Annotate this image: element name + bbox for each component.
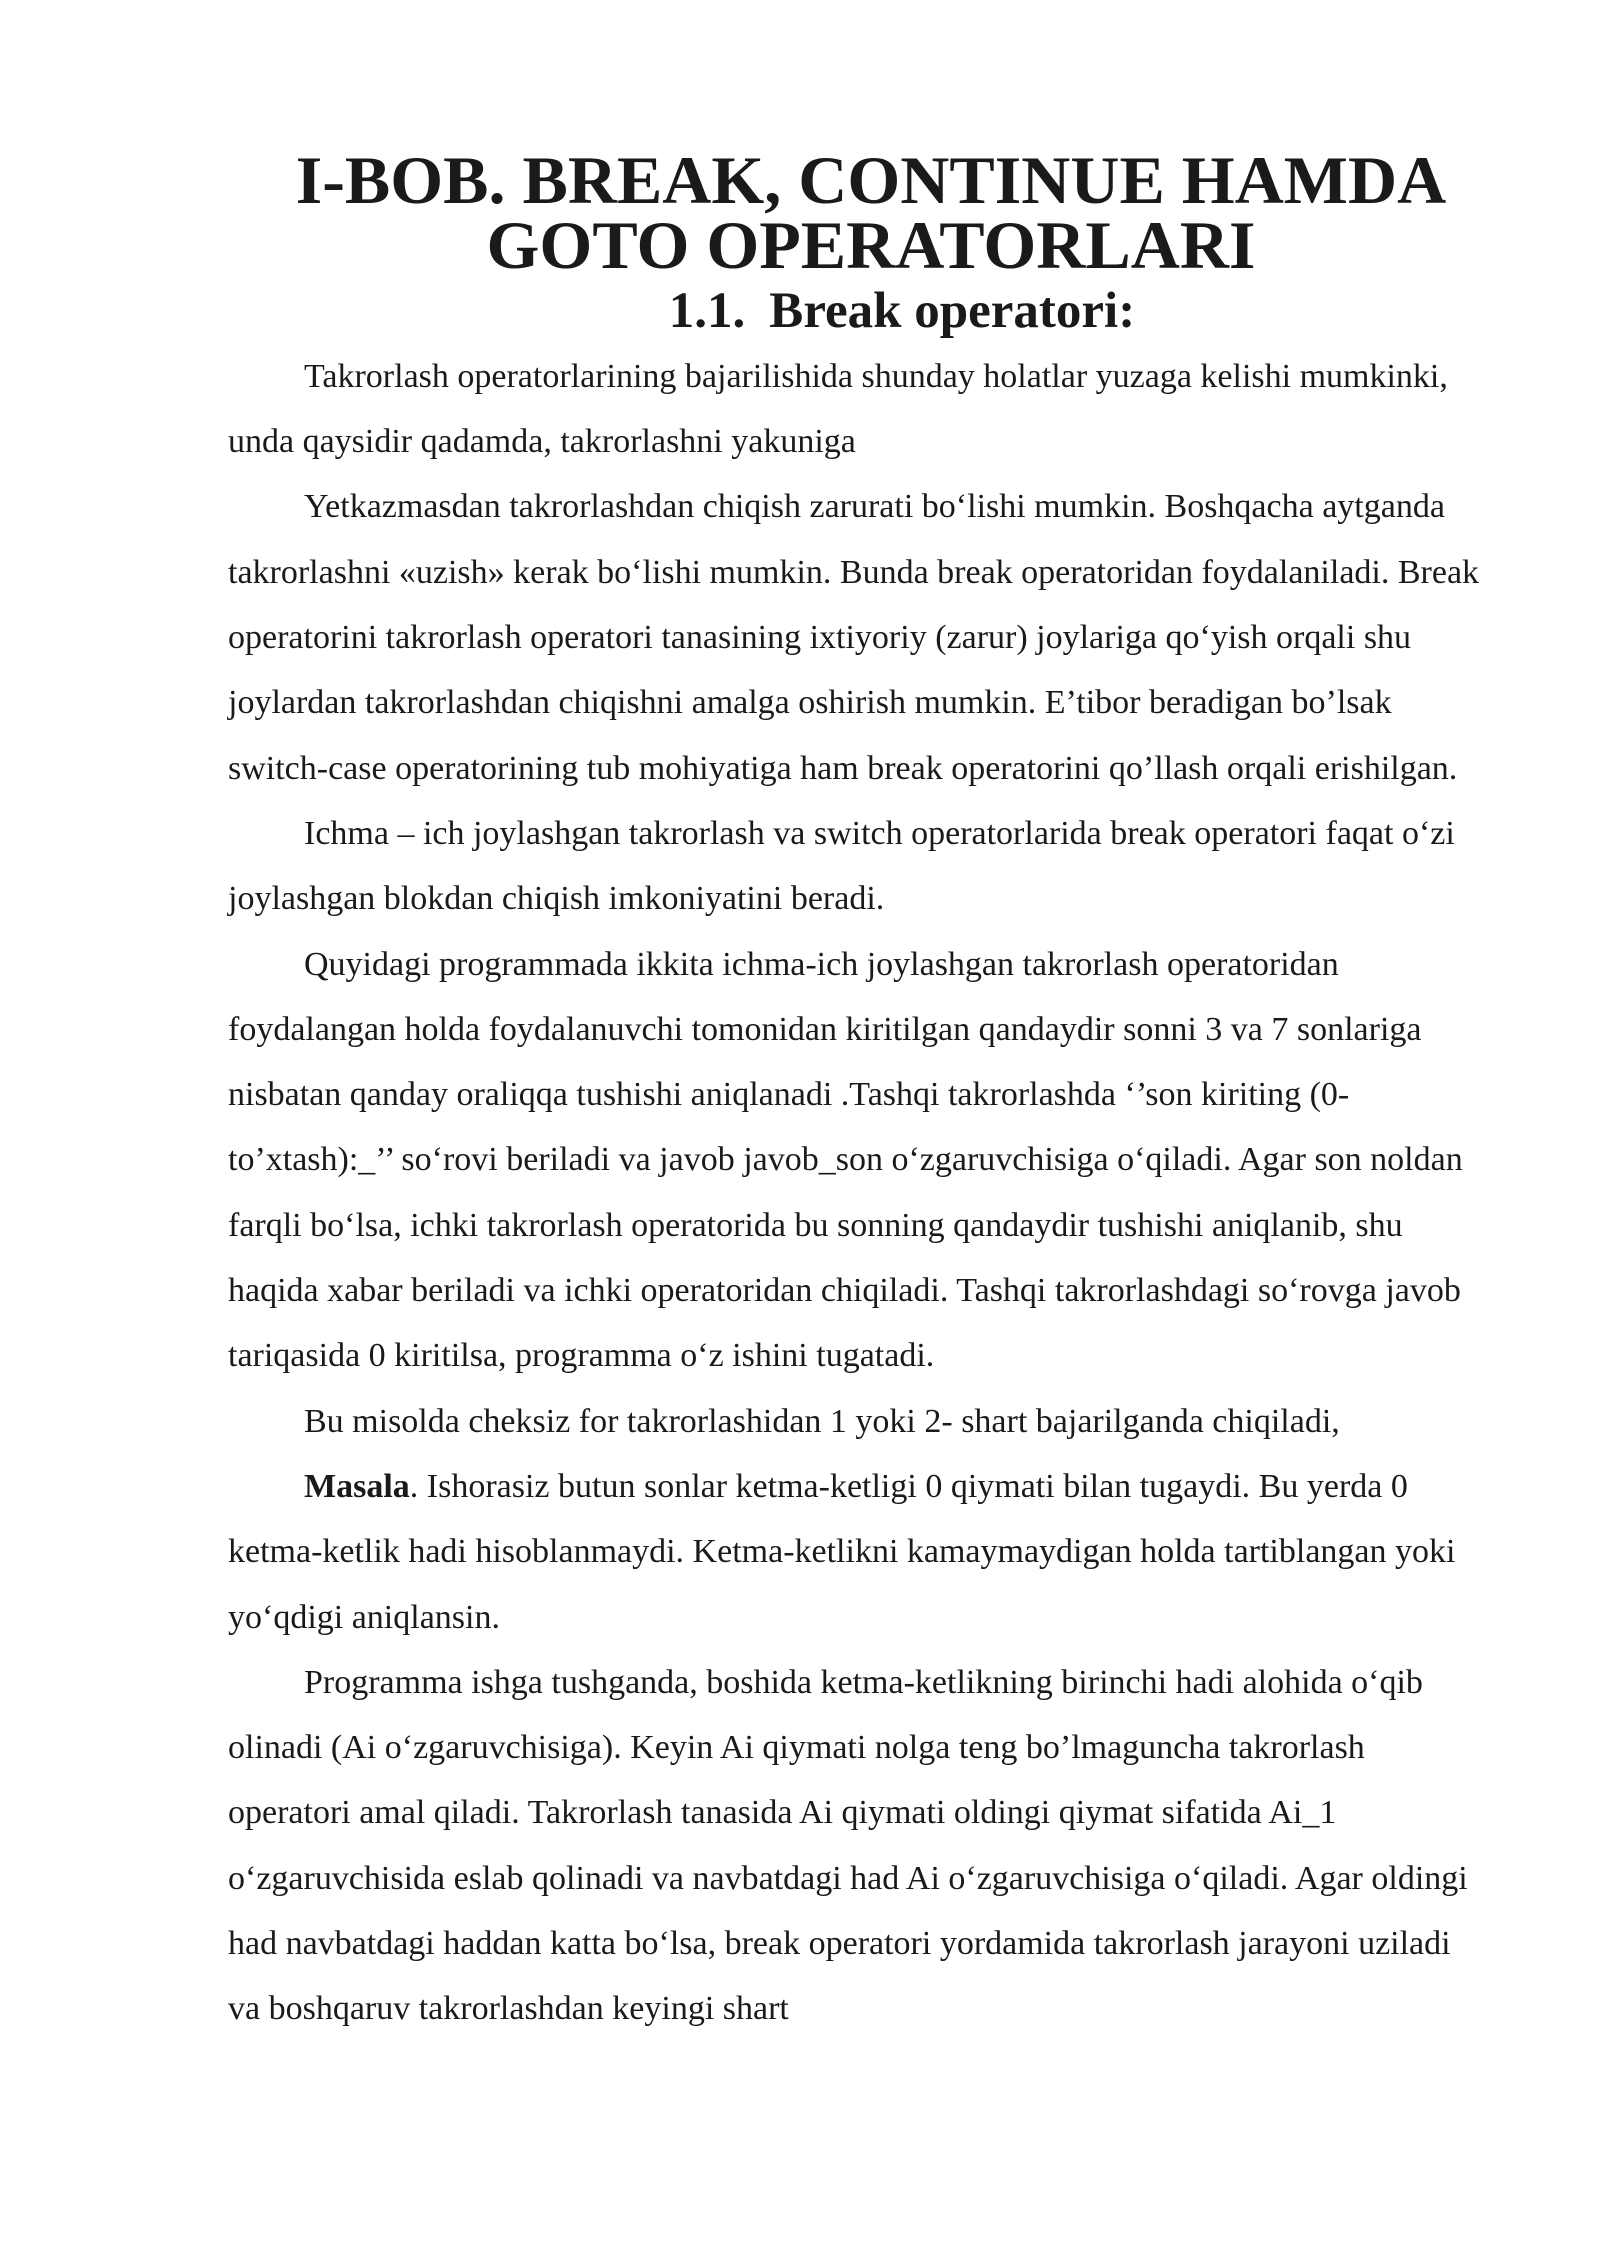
- paragraph: Programma ishga tushganda, boshida ketma-ketlikning birinchi hadi alohida o‘qib olinadi (Ai o‘zgaruvchisiga). Keyin Ai qiymati nolga teng bo’lmaguncha takrorlash operatori amal qiladi. Takrorlash tanasida Ai qiymati oldingi qiymat sifatida Ai_1 o‘zgaruvchisida eslab qolinadi va navbatdagi had Ai o‘zgaruvchisiga o‘qiladi. Agar oldingi had navbatdagi haddan katta bo‘lsa, break operatori yordamida takrorlash jarayoni uziladi va boshqaruv takrorlashdan keyingi shart: [228, 1663, 1468, 2028]
- section-title: [228, 279, 1484, 344]
- masala-label: Masala: [304, 1467, 410, 1505]
- paragraph: Quyidagi programmada ikkita ichma-ich joylashgan takrorlash operatoridan foydalangan holda foydalanuvchi tomonidan kiritilgan qandaydir sonni 3 va 7 sonlariga nisbatan qanday oraliqqa tushishi aniqlanadi .Tashqi takrorlashda ‘’son kiriting (0-to’xtash):_’’ so‘rovi beriladi va javob javob_son o‘zgaruvchisiga o‘qiladi. Agar son noldan farqli bo‘lsa, ichki takrorlash operatorida bu sonning qandaydir tushishi aniqlanib, shu haqida xabar beriladi va ichki operatoridan chiqiladi. Tashqi takrorlashdagi so‘rovga javob tariqasida 0 kiritilsa, programma o‘z ishini tugatadi.: [228, 945, 1463, 1375]
- chapter-title: I-BOB. BREAK, CONTINUE HAMDA GOTO OPERATORLARI: [295, 142, 1447, 284]
- document-page: [228, 142, 1484, 2042]
- section-title-text: Break operatori:: [769, 282, 1136, 339]
- paragraph: Bu misolda cheksiz for takrorlashidan 1 yoki 2- shart bajarilganda chiqiladi,: [304, 1402, 1340, 1440]
- paragraph: Ichma – ich joylashgan takrorlash va switch operatorlarida break operatori faqat o‘zi joylashgan blokdan chiqish imkoniyatini beradi.: [228, 814, 1455, 918]
- masala-text: . Ishorasiz butun sonlar ketma-ketligi 0 qiymati bilan tugaydi. Bu yerda 0 ketma-ketlik hadi hisoblanmaydi. Ketma-ketlikni kamaymaydigan holda tartiblangan yoki yo‘qdigi aniqlansin.: [228, 1467, 1456, 1636]
- masala-paragraph: [228, 1454, 1484, 1650]
- section-number: 1.1.: [668, 282, 746, 339]
- paragraph: Takrorlash operatorlarining bajarilishida shunday holatlar yuzaga kelishi mumkinki, unda qaysidir qadamda, takrorlashni yakuniga: [228, 357, 1448, 461]
- paragraph: Yetkazmasdan takrorlashdan chiqish zarurati bo‘lishi mumkin. Boshqacha aytganda takrorlashni «uzish» kerak bo‘lishi mumkin. Bunda break operatoridan foydalaniladi. Break operatorini takrorlash operatori tanasining ixtiyoriy (zarur) joylariga qo‘yish orqali shu joylardan takrorlashdan chiqishni amalga oshirish mumkin. E’tibor beradigan bo’lsak switch-case operatorining tub mohiyatiga ham break operatorini qo’llash orqali erishilgan.: [228, 488, 1480, 787]
